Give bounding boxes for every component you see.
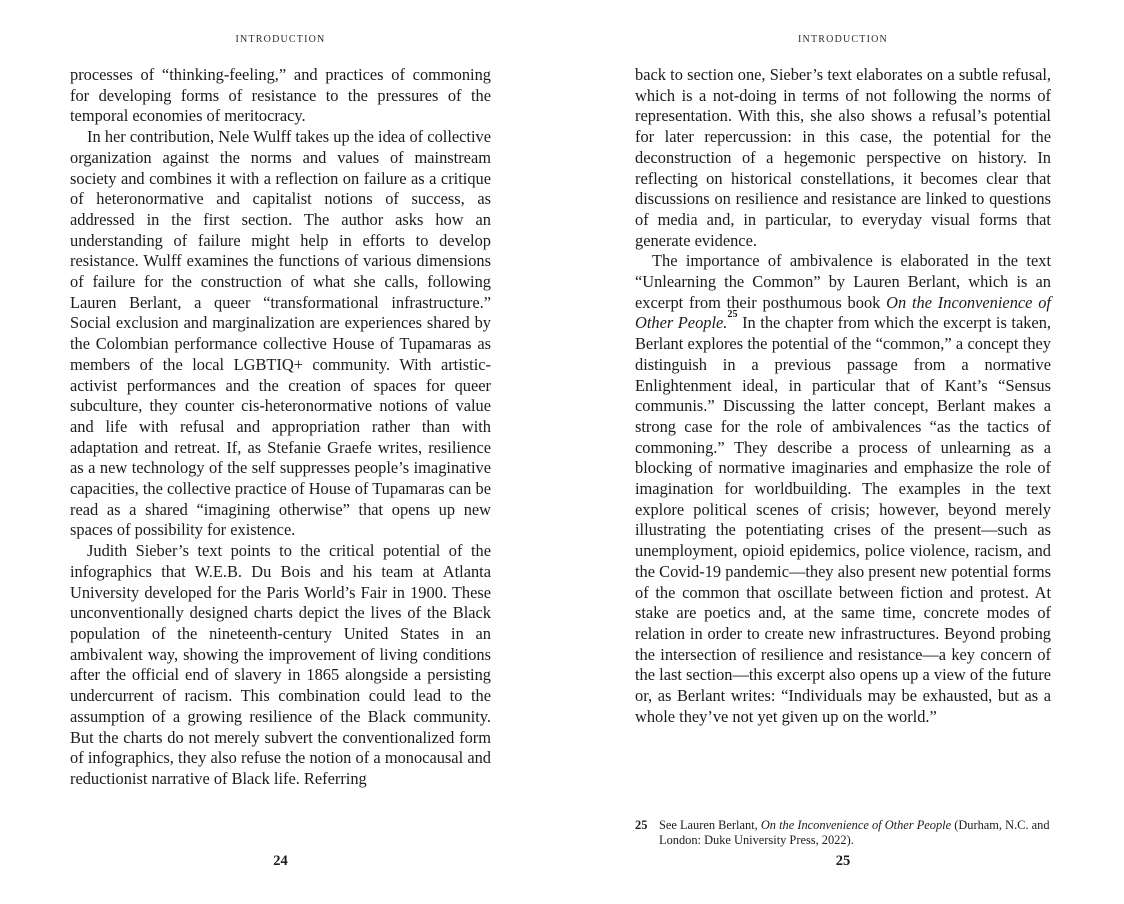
paragraph <box>70 541 491 789</box>
text-segment: Judith Sieber’s text points to the critical potential of the infographics that W.E.B. Du Bois and his team at Atlanta University developed for the Paris World’s Fair in 1900. These unconventionally designed charts depict the lives of the Black population of the nineteenth-century United States in an ambivalent way, showing the improvement of living conditions after the official end of slavery in 1865 alongside a persisting undercurrent of racism. This combination could lead to the assumption of a growing resilience of the Black community. But the charts do not merely subvert the conventionalized form of infographics, they also refuse the notion of a monocausal and reductionist narrative of Black life. Referring <box>70 541 491 788</box>
page-left-content <box>70 0 491 790</box>
paragraph <box>635 251 1051 727</box>
text-segment: In the chapter from which the excerpt is taken, Berlant explores the potential of the “common,” a concept they distinguish in a previous passage from a normative Enlightenment ideal, in particular that of Kant’s “Sensus communis.” Discussing the latter concept, Berlant makes a strong case for the role of ambivalences “as the tactics of commoning.” They describe a process of unlearning as a blocking of normative imaginaries and emphasize the role of imagination for worldbuilding. The examples in the text explore political scenes of crisis; however, beyond merely illustrating the potentiating crises of the present—such as unemployment, opioid epidemics, police violence, racism, and the Covid-19 pandemic—they also present new potential forms of the common that oscillate between fiction and protest. At stake are poetics and, at the same time, concrete modes of relation in order to create new infrastructures. Beyond probing the intersection of resilience and resistance—a key concern of the last section—this excerpt also opens up a view of the future or, as Berlant writes: “Individuals may be exhausted, but as a whole they’ve not yet given up on the world.” <box>635 313 1051 726</box>
running-header-right: INTRODUCTION <box>798 34 888 45</box>
body-text-right <box>635 65 1051 728</box>
text-segment: 25 <box>727 309 738 321</box>
footnote-text <box>635 818 1051 848</box>
page-right <box>562 0 1124 904</box>
page-number-right: 25 <box>835 853 851 869</box>
paragraph <box>70 127 491 541</box>
page-number-left: 24 <box>273 853 288 869</box>
text-segment: (Durham, N.C. and London: Duke University Press, 2022). <box>659 817 1050 847</box>
paragraph <box>70 65 491 127</box>
text-segment: In her contribution, Nele Wulff takes up the idea of collective organization against the norms and values of mainstream society and combines it with a reflection on failure as a critique of heteronormative and capitalist notions of success, as addressed in the first section. The author asks how an understanding of failure might help in efforts to develop resistance. Wulff examines the functions of various dimensions of failure for the construction of what she calls, following Lauren Berlant, a queer “transformational infrastructure.” Social exclusion and marginalization are experiences shared by the Colombian performance collective House of Tupamaras as members of the local LGBTIQ+ community. With artistic-activist performances and the creation of spaces for queer subculture, they counter cis-heteronormative notions of value and life with refusal and appropriation rather than with adaptation and retreat. If, as Stefanie Graefe writes, resilience as a new technology of the self suppresses people’s imaginative capacities, the collective practice of House of Tupamaras can be read as a shared “imagining otherwise” that opens up new spaces of possibility for existence. <box>70 127 491 540</box>
running-header-left: INTRODUCTION <box>235 34 326 45</box>
text-segment: processes of “thinking-feeling,” and practices of commoning for developing forms of resistance to the pressures of the temporal economies of meritocracy. <box>70 65 491 126</box>
footnote <box>635 818 1051 848</box>
text-segment: See Lauren Berlant, <box>659 817 761 832</box>
text-segment: On the Inconvenience of Other People <box>760 817 952 832</box>
footnote-number: 25 <box>635 817 648 832</box>
text-segment: The importance of ambivalence is elaborated in the text “Unlearning the Common” by Lauren Berlant, which is an excerpt from their posthumous book <box>635 251 1051 312</box>
paragraph <box>635 65 1051 251</box>
footnote-body <box>659 818 1050 847</box>
page-right-content <box>635 0 1051 728</box>
body-text-left <box>70 65 491 790</box>
text-segment: On the Inconvenience of Other People. <box>635 292 1051 333</box>
text-segment: back to section one, Sieber’s text elaborates on a subtle refusal, which is a not-doing in terms of not following the norms of representation. With this, she also shows a refusal’s potential for later repercussion: in this case, the potential for the deconstruction of a hegemonic perspective on history. In reflecting on historical constellations, it becomes clear that discussions on resilience and resistance are linked to questions of media and, in particular, to everyday visual forms that generate evidence. <box>635 65 1051 250</box>
